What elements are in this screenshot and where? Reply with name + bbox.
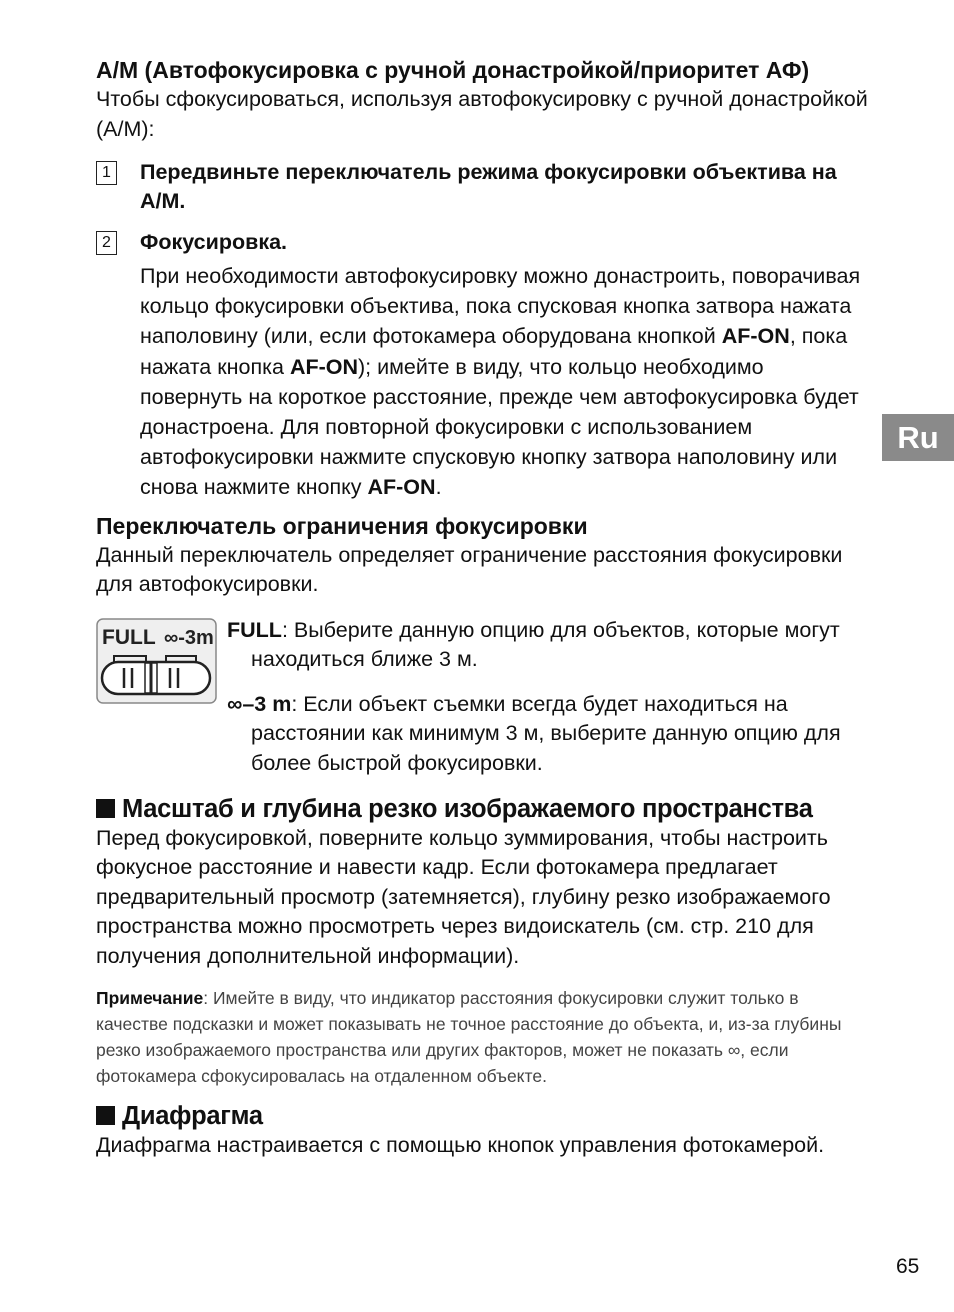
step-2-text-c: ); имейте в виду, что кольцо необходимо повернуть на короткое расстояние, прежде чем автофокусировка будет донастроена. Для повторной фокусировки с использованием автофокусировки нажмите спусковую кнопку затвора наполовину или снова нажмите кнопку bbox=[140, 354, 859, 500]
limiter-options bbox=[96, 616, 868, 782]
note-text: : Имейте в виду, что индикатор расстояния фокусировки служит только в качестве подсказки и может показывать не точное расстояние до объекта, и, из-за глубины резко изображаемого пространства или других факторов, может не показать ∞, если фотокамера сфокусировалась на отдаленном объекте. bbox=[96, 988, 842, 1087]
dof-heading-text: Масштаб и глубина резко изображаемого пространства bbox=[122, 794, 813, 823]
dof-body: Перед фокусировкой, поверните кольцо зуммирования, чтобы настроить фокусное расстояние и навести кадр. Если фотокамера предлагает предварительный просмотр (затемняется), глубину резко изображаемого пространства можно просмотреть через видоискатель (см. стр. 210 для получения дополнительной информации). bbox=[96, 825, 831, 968]
step-2-text-a: При необходимости автофокусировку можно донастроить, поворачивая кольцо фокусировки объектива, пока спусковая кнопка затвора нажата наполовину (или, если фотокамера оборудована кнопкой bbox=[140, 264, 861, 349]
step-2 bbox=[96, 228, 868, 503]
step-2-body bbox=[140, 261, 868, 503]
step-2-text-b: , пока нажата кнопка bbox=[140, 324, 848, 379]
am-intro: Чтобы сфокусироваться, используя автофокусировку с ручной донастройкой (A/M): bbox=[96, 87, 868, 141]
option-range-text: : Если объект съемки всегда будет находиться на расстоянии как минимум 3 м, выберите данную опцию для более быстрой фокусировки. bbox=[251, 691, 841, 775]
switch-label-range: ∞-3m bbox=[164, 626, 214, 649]
page-number: 65 bbox=[896, 1255, 920, 1278]
square-bullet-icon bbox=[96, 1106, 115, 1125]
step-1 bbox=[96, 158, 868, 216]
aperture-body: Диафрагма настраивается с помощью кнопок управления фотокамерой. bbox=[96, 1133, 825, 1158]
step-1-title: Передвиньте переключатель режима фокусировки объектива на A/M. bbox=[140, 160, 837, 213]
af-on-label: AF-ON bbox=[721, 324, 790, 349]
af-on-label: AF-ON bbox=[289, 354, 359, 379]
square-bullet-icon bbox=[96, 799, 115, 818]
aperture-heading bbox=[96, 1101, 868, 1131]
option-range bbox=[227, 690, 891, 779]
option-range-key: ∞–3 m bbox=[227, 691, 292, 716]
dof-note bbox=[96, 985, 868, 1089]
limiter-heading: Переключатель ограничения фокусировки bbox=[96, 512, 588, 539]
limiter-intro: Данный переключатель определяет ограничение расстояния фокусировки для автофокусировки. bbox=[96, 542, 843, 597]
am-heading: A/M (Автофокусировка с ручной донастройкой/приоритет АФ) bbox=[96, 57, 810, 83]
switch-label-full: FULL bbox=[102, 625, 156, 649]
language-tab: Ru bbox=[882, 414, 954, 461]
focus-limit-switch-icon bbox=[96, 618, 217, 704]
step-2-title: Фокусировка. bbox=[140, 230, 288, 254]
page-content bbox=[96, 56, 868, 1161]
option-full bbox=[227, 616, 891, 675]
step-number-1: 1 bbox=[96, 161, 117, 185]
step-number-2: 2 bbox=[96, 231, 117, 255]
step-2-text-d: . bbox=[435, 475, 442, 500]
af-on-label: AF-ON bbox=[367, 475, 436, 500]
option-full-text: : Выберите данную опцию для объектов, которые могут находиться ближе 3 м. bbox=[251, 617, 840, 672]
aperture-heading-text: Диафрагма bbox=[122, 1102, 263, 1131]
option-full-key: FULL bbox=[227, 617, 282, 642]
note-label: Примечание bbox=[96, 988, 204, 1009]
dof-heading bbox=[96, 794, 868, 824]
